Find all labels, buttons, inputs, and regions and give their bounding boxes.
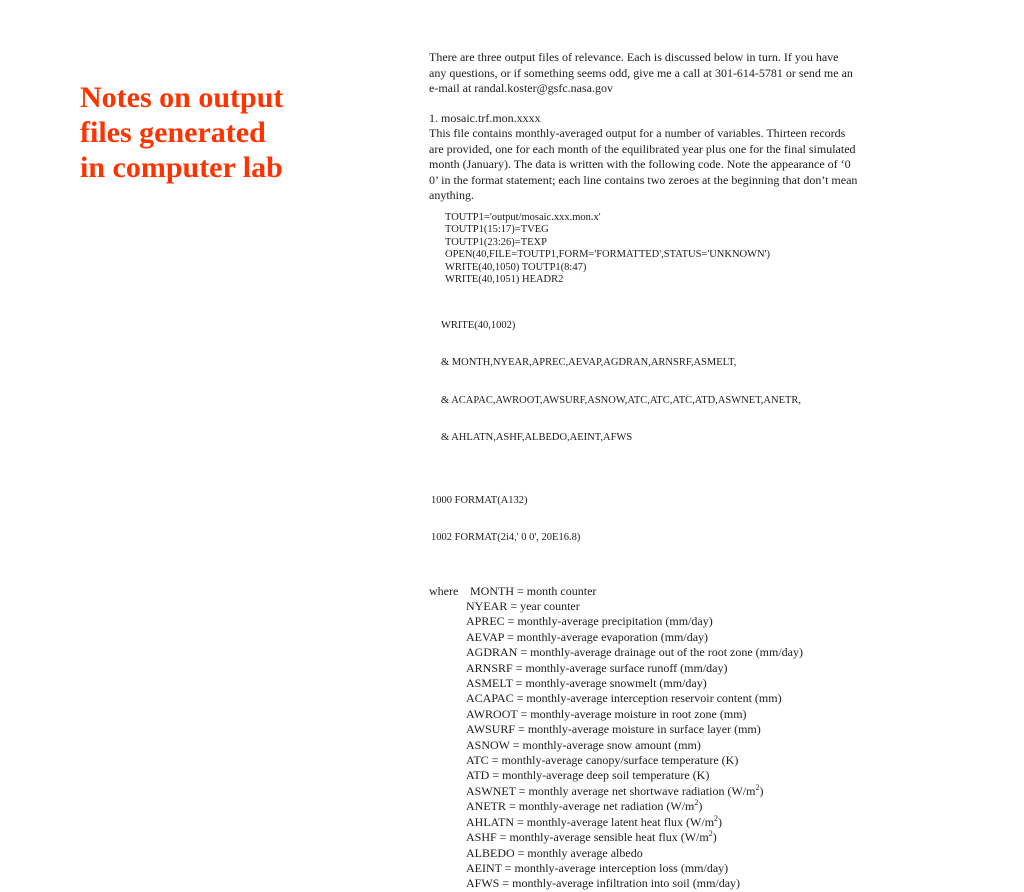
definition-row <box>466 830 929 845</box>
definition-row <box>466 799 929 814</box>
section-heading: 1. mosaic.trf.mon.xxxx <box>429 110 541 125</box>
code-line: OPEN(40,FILE=TOUTP1,FORM='FORMATTED',STATUS='UNKNOWN') <box>445 249 771 260</box>
definition-row <box>466 707 929 722</box>
text-line: 0’ in the format statement; each line contains two zeroes at the beginning that don’t mean <box>429 172 858 187</box>
definition-text: AHLATN = monthly-average latent heat flux (W/m <box>466 814 715 829</box>
section-1 <box>429 111 929 204</box>
definition-text: ATC = monthly-average canopy/surface temperature (K) <box>466 753 739 768</box>
definition-text: ACAPAC = monthly-average interception reservoir content (mm) <box>466 691 782 706</box>
text-line: This file contains monthly-averaged output for a number of variables. Thirteen records <box>429 126 846 140</box>
definition-tail: ) <box>759 783 764 798</box>
variable-definitions <box>429 584 929 892</box>
definition-text: ASMELT = monthly-average snowmelt (mm/day) <box>466 676 707 691</box>
definition-row <box>466 614 929 629</box>
definition-text: ASNOW = monthly-average snow amount (mm) <box>466 737 701 752</box>
definition-row <box>466 661 929 676</box>
definition-row <box>466 753 929 768</box>
definition-row <box>466 876 929 891</box>
definition-text: MONTH = month counter <box>470 583 597 598</box>
definition-row <box>466 815 929 830</box>
code-line: & ACAPAC,AWROOT,AWSURF,ASNOW,ATC,ATC,ATC,ATD,ASWNET,ANETR, <box>441 394 802 406</box>
superscript: 2 <box>714 813 719 823</box>
definition-row <box>466 738 929 753</box>
text-line: e-mail at randal.koster@gsfc.nasa.gov <box>429 81 613 95</box>
superscript: 2 <box>755 782 760 792</box>
code-line: TOUTP1(15:17)=TVEG <box>445 224 549 235</box>
definition-text: ATD = monthly-average deep soil temperature (K) <box>466 768 710 783</box>
definition-tail: ) <box>718 814 723 829</box>
definition-text: AEINT = monthly-average interception loss (mm/day) <box>466 860 729 875</box>
definition-tail: ) <box>698 799 703 814</box>
definition-text: AGDRAN = monthly-average drainage out of the root zone (mm/day) <box>466 645 804 660</box>
definition-text: ASHF = monthly-average sensible heat flux (W/m <box>466 830 709 845</box>
text-line: are provided, one for each month of the equilibrated year plus one for the final simulated <box>429 141 856 156</box>
definition-text: ANETR = monthly-average net radiation (W/m <box>466 799 695 814</box>
definition-row <box>466 768 929 783</box>
definition-text: ALBEDO = monthly average albedo <box>466 845 643 860</box>
text-line: month (January). The data is written with the following code. Note the appearance of ‘0 <box>429 157 851 171</box>
text-line: anything. <box>429 188 474 202</box>
title-line: Notes on output <box>80 81 284 114</box>
where-label: where <box>429 583 459 598</box>
definition-row <box>466 784 929 799</box>
intro-paragraph <box>429 50 929 97</box>
code-line: WRITE(40,1051) HEADR2 <box>445 274 564 285</box>
definition-text: ASWNET = monthly average net shortwave radiation (W/m <box>466 783 756 798</box>
definition-text: AWROOT = monthly-average moisture in root zone (mm) <box>466 706 747 721</box>
slide-title <box>80 80 340 185</box>
code-line: 1002 FORMAT(2i4,' 0 0', 20E16.8) <box>431 532 581 543</box>
code-line: TOUTP1='output/mosaic.xxx.mon.x' <box>445 211 601 223</box>
superscript: 2 <box>708 829 713 839</box>
definition-text: ARNSRF = monthly-average surface runoff (mm/day) <box>466 660 728 675</box>
text-line: any questions, or if something seems odd, give me a call at 301-614-5781 or send me an <box>429 65 853 80</box>
definition-row <box>466 722 929 737</box>
definition-text: APREC = monthly-average precipitation (mm/day) <box>466 614 713 629</box>
code-line: WRITE(40,1002) <box>441 319 516 331</box>
definition-text: AFWS = monthly-average infiltration into soil (mm/day) <box>466 876 741 891</box>
definition-row <box>466 846 929 861</box>
code-block <box>429 212 929 287</box>
code-block <box>429 295 929 470</box>
definition-text: AWSURF = monthly-average moisture in surface layer (mm) <box>466 722 761 737</box>
definition-row <box>466 599 929 614</box>
code-line: 1000 FORMAT(A132) <box>431 494 528 506</box>
code-line: WRITE(40,1050) TOUTP1(8:47) <box>445 261 587 273</box>
code-line: & AHLATN,ASHF,ALBEDO,AEINT,AFWS <box>441 432 633 443</box>
definition-row <box>466 676 929 691</box>
definition-row <box>466 861 929 876</box>
code-line: TOUTP1(23:26)=TEXP <box>445 236 547 248</box>
definition-row <box>466 691 929 706</box>
definition-row <box>466 630 929 645</box>
definition-list <box>429 599 929 892</box>
scanned-document <box>429 50 929 892</box>
definition-row <box>466 645 929 660</box>
definition-row <box>429 584 929 600</box>
superscript: 2 <box>694 798 699 808</box>
text-line: There are three output files of relevance. Each is discussed below in turn. If you have <box>429 50 839 64</box>
definition-tail: ) <box>712 830 717 845</box>
definition-text: NYEAR = year counter <box>466 599 580 613</box>
definition-text: AEVAP = monthly-average evaporation (mm/day) <box>466 629 709 644</box>
code-line: & MONTH,NYEAR,APREC,AEVAP,AGDRAN,ARNSRF,ASMELT, <box>441 357 737 368</box>
code-block <box>429 470 929 570</box>
title-line: files generated <box>80 116 266 149</box>
title-line: in computer lab <box>80 151 283 184</box>
